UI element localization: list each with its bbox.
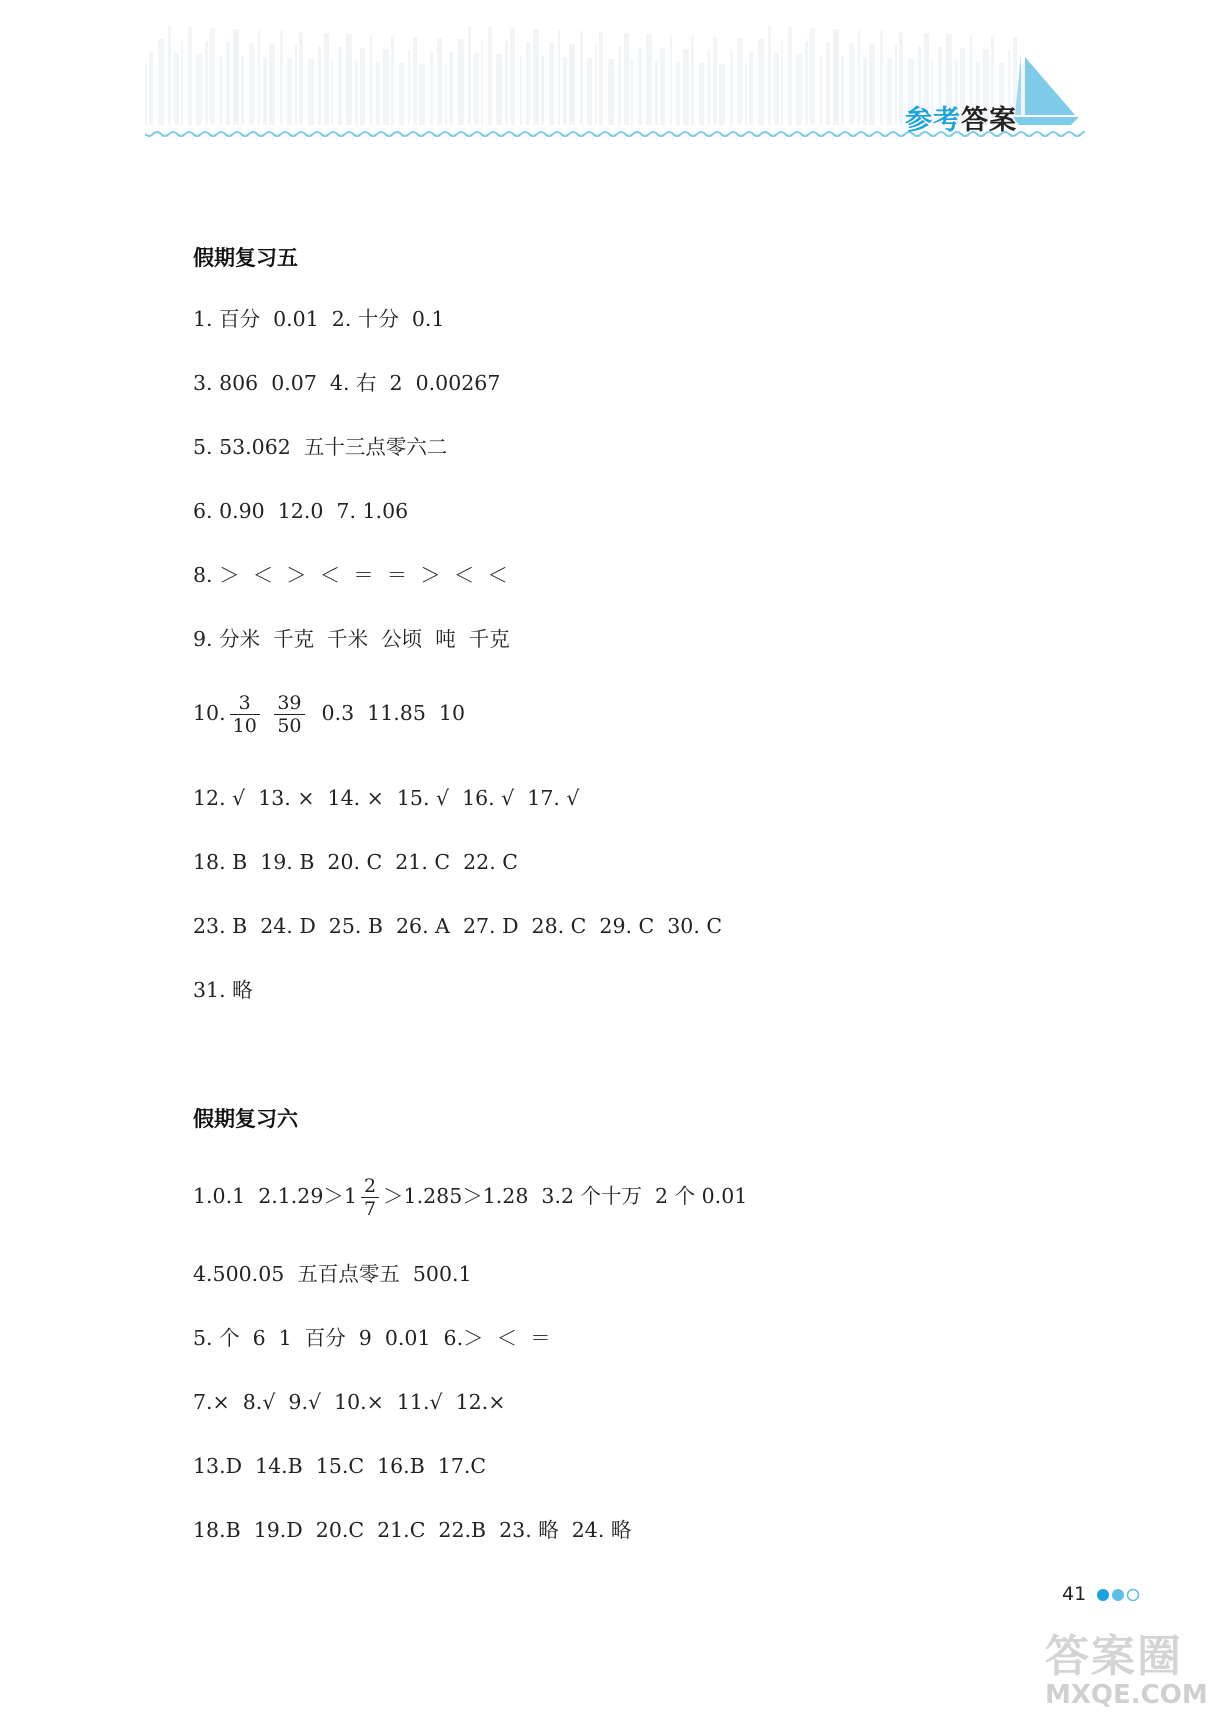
stripe xyxy=(145,65,147,125)
stripe xyxy=(233,29,239,125)
stripe xyxy=(505,41,508,125)
answer-line: 5. 个 6 1 百分 9 0.01 6.＞ ＜ ＝ xyxy=(193,1326,551,1350)
stripe xyxy=(820,55,822,125)
stripe xyxy=(360,48,365,125)
stripe xyxy=(841,56,844,125)
stripe xyxy=(708,50,710,125)
answer-line: 31. 略 xyxy=(193,978,253,1002)
page-header xyxy=(145,25,1080,145)
fraction-numerator: 3 xyxy=(230,692,260,715)
stripe xyxy=(691,36,694,125)
stripe xyxy=(391,36,394,125)
sailboat-icon xyxy=(1013,55,1083,130)
stripe xyxy=(318,46,321,125)
answer-line-1 xyxy=(193,1175,747,1220)
stripe xyxy=(887,58,892,125)
stripe xyxy=(631,60,633,125)
stripe xyxy=(174,53,179,125)
stripe xyxy=(488,27,492,125)
section-title-review-6: 假期复习六 xyxy=(193,1107,298,1131)
stripe xyxy=(196,54,202,125)
stripe xyxy=(599,32,603,125)
stripe xyxy=(149,52,153,125)
fraction-numerator: 2 xyxy=(361,1175,379,1198)
stripe xyxy=(299,32,303,125)
stripe xyxy=(533,29,539,125)
line10-suffix: 0.3 11.85 10 xyxy=(308,701,465,725)
fraction-denominator: 7 xyxy=(363,1198,377,1220)
stripe xyxy=(181,40,183,125)
stripe xyxy=(737,38,742,125)
stripe xyxy=(474,53,479,125)
header-title-part2: 答案 xyxy=(961,105,1017,136)
stripe xyxy=(558,30,560,125)
line1-suffix: ＞1.285＞1.28 3.2 个十万 2 个 0.01 xyxy=(383,1184,748,1208)
stripe xyxy=(458,39,464,125)
stripe xyxy=(520,55,522,125)
stripe xyxy=(683,49,689,125)
stripe xyxy=(655,61,658,125)
stripe xyxy=(719,64,725,125)
stripe xyxy=(413,37,417,125)
line1-prefix: 1.0.1 2.1.29＞1 xyxy=(193,1184,357,1208)
stripe xyxy=(220,55,222,125)
header-stripes-decoration xyxy=(145,25,1035,130)
answer-line: 5. 53.062 五十三点零六二 xyxy=(193,435,448,459)
stripe xyxy=(563,57,567,125)
stripe xyxy=(376,62,380,125)
answer-line: 18. B 19. B 20. C 21. C 22. C xyxy=(193,850,518,874)
answer-line: 3. 806 0.07 4. 右 2 0.00267 xyxy=(193,371,501,395)
stripe xyxy=(295,45,297,125)
stripe xyxy=(370,35,372,125)
stripe xyxy=(258,30,260,125)
stripe xyxy=(346,34,352,125)
stripe xyxy=(774,53,779,125)
stripe xyxy=(745,65,747,125)
stripe xyxy=(676,62,680,125)
stripe xyxy=(168,26,171,125)
stripe xyxy=(308,59,314,125)
stripe xyxy=(670,35,672,125)
answer-line: 4.500.05 五百点零五 500.1 xyxy=(193,1262,472,1286)
stripe xyxy=(226,42,230,125)
stripe xyxy=(569,44,575,125)
line10-prefix: 10. xyxy=(193,701,226,725)
answer-line: 8. ＞ ＜ ＞ ＜ ＝ ＝ ＞ ＜ ＜ xyxy=(193,563,508,587)
stripe xyxy=(324,33,329,125)
stripe xyxy=(541,56,544,125)
stripe xyxy=(768,26,771,125)
stripe xyxy=(287,58,292,125)
page-dots-decoration xyxy=(1096,1587,1146,1603)
stripe xyxy=(899,32,903,125)
fraction-denominator: 10 xyxy=(232,715,257,737)
header-title xyxy=(905,98,1017,137)
stripe xyxy=(587,58,592,125)
stripe xyxy=(419,64,425,125)
stripe xyxy=(624,33,629,125)
stripe xyxy=(158,39,164,125)
stripe xyxy=(249,43,254,125)
stripe xyxy=(580,31,583,125)
stripe xyxy=(608,59,614,125)
stripe xyxy=(496,54,502,125)
stripe xyxy=(383,49,389,125)
stripe xyxy=(638,47,642,125)
stripe xyxy=(895,45,897,125)
answer-line: 9. 分米 千克 千米 公顷 吨 千克 xyxy=(193,627,510,651)
stripe xyxy=(331,60,333,125)
fraction xyxy=(274,692,304,737)
page-number: 41 xyxy=(1062,1583,1087,1605)
answer-line: 6. 0.90 12.0 7. 1.06 xyxy=(193,499,409,523)
stripe xyxy=(355,61,358,125)
answer-line: 13.D 14.B 15.C 16.B 17.C xyxy=(193,1454,487,1478)
stripe xyxy=(549,43,554,125)
fraction-denominator: 50 xyxy=(277,715,302,737)
fraction xyxy=(361,1175,379,1220)
answer-line: 1. 百分 0.01 2. 十分 0.1 xyxy=(193,307,445,331)
stripe xyxy=(526,42,530,125)
stripe xyxy=(869,44,875,125)
stripe xyxy=(660,48,665,125)
stripe xyxy=(749,52,753,125)
stripe xyxy=(280,31,283,125)
answer-line: 18.B 19.D 20.C 21.C 22.B 23. 略 24. 略 xyxy=(193,1518,632,1542)
stripe xyxy=(263,57,267,125)
answer-line: 12. √ 13. × 14. × 15. √ 16. √ 17. √ xyxy=(193,786,580,810)
stripe xyxy=(399,63,404,125)
section-title-review-5: 假期复习五 xyxy=(193,246,298,270)
stripe xyxy=(618,46,621,125)
stripe xyxy=(781,40,783,125)
stripe xyxy=(730,51,733,125)
stripe xyxy=(481,40,483,125)
watermark-logo: 答案圈 xyxy=(1045,1631,1183,1682)
stripe xyxy=(510,28,515,125)
stripe xyxy=(646,34,652,125)
stripe xyxy=(437,38,442,125)
stripe xyxy=(788,27,792,125)
watermark xyxy=(1045,1620,1220,1715)
fraction xyxy=(230,692,260,737)
watermark-url: MXQE.COM xyxy=(1045,1680,1208,1710)
header-title-part1: 参考 xyxy=(905,105,961,136)
stripe xyxy=(713,37,717,125)
stripe xyxy=(863,57,867,125)
stripe xyxy=(338,47,342,125)
stripe xyxy=(833,29,839,125)
stripe xyxy=(210,28,215,125)
stripe xyxy=(805,41,808,125)
stripe xyxy=(758,39,764,125)
stripe xyxy=(858,30,860,125)
stripe xyxy=(449,52,453,125)
stripe xyxy=(445,65,447,125)
answer-line: 23. B 24. D 25. B 26. A 27. D 28. C 29. C 30. C xyxy=(193,914,723,938)
answer-line: 7.× 8.√ 9.√ 10.× 11.√ 12.× xyxy=(193,1390,506,1414)
stripe xyxy=(826,42,830,125)
stripe xyxy=(796,54,802,125)
stripe xyxy=(849,43,854,125)
stripe xyxy=(810,28,815,125)
answer-line-10 xyxy=(193,692,465,737)
stripe xyxy=(269,44,275,125)
stripe xyxy=(430,51,433,125)
stripe xyxy=(468,26,471,125)
stripe xyxy=(880,31,883,125)
stripe xyxy=(205,41,208,125)
stripe xyxy=(408,50,410,125)
stripe xyxy=(595,45,597,125)
stripe xyxy=(241,56,244,125)
stripe xyxy=(699,63,704,125)
fraction-numerator: 39 xyxy=(274,692,304,715)
stripe xyxy=(188,27,192,125)
